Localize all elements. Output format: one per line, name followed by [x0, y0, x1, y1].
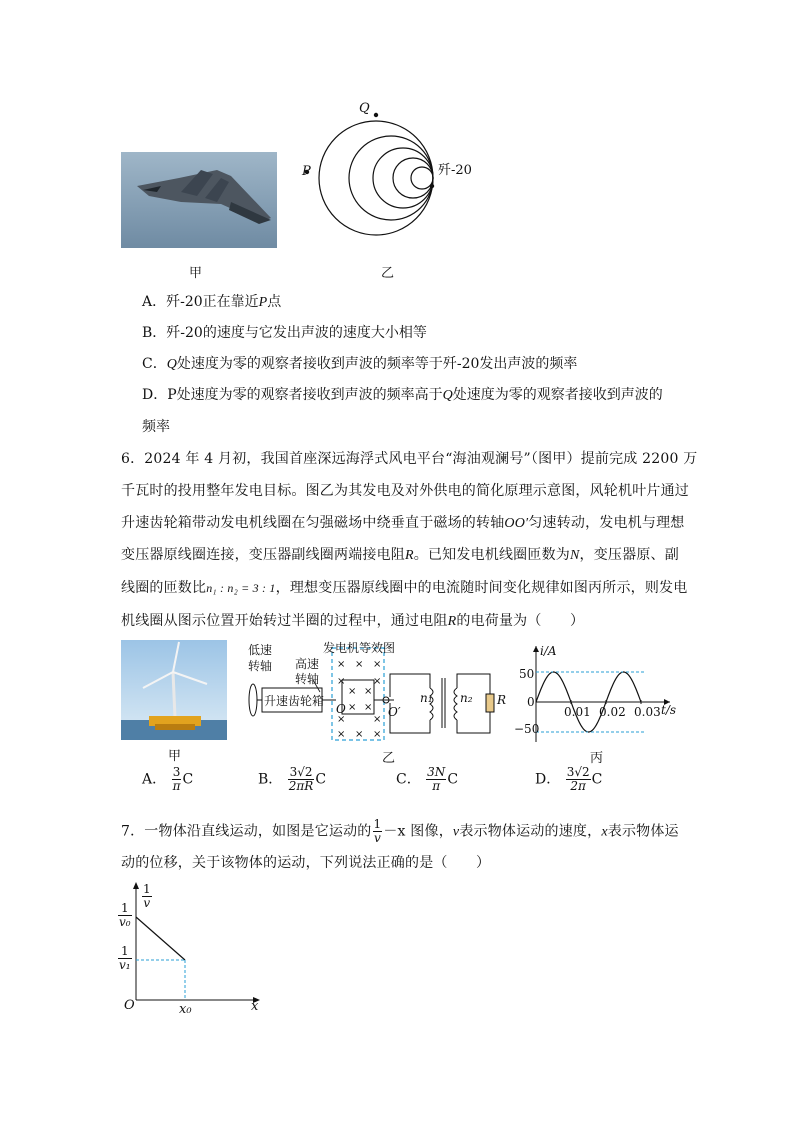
- graph-v1-num: 1: [118, 945, 132, 959]
- q6-option-b-num: 3√2: [289, 765, 313, 779]
- figure-caption-jia: 甲: [189, 266, 203, 281]
- q6-line-3-pre: 升速齿轮箱带动发电机线圈在匀强磁场中绕垂直于磁场的转轴: [121, 515, 505, 531]
- q6-line-6: [121, 610, 584, 630]
- chart-x-axis-label: t/s: [661, 703, 677, 717]
- svg-text:×: ×: [348, 686, 357, 697]
- q6-option-d-label: D．: [535, 771, 561, 788]
- figure-caption-jia-q6: 甲: [168, 749, 182, 764]
- q6-n-var: N: [569, 548, 580, 563]
- graph-y-label: [141, 883, 153, 910]
- svg-text:×: ×: [373, 729, 382, 740]
- graph-v1-den: v₁: [119, 958, 131, 972]
- q6-line-6-post: 的电荷量为（ ）: [456, 613, 585, 629]
- q6-option-c-unit: C: [447, 771, 459, 788]
- data-point: [605, 701, 606, 702]
- gearbox-label: 升速齿轮箱: [264, 694, 325, 708]
- q7-line-1-pre: 7．一物体沿直线运动，如图是它运动的: [121, 823, 372, 840]
- q6-axis-var: OO′: [504, 516, 529, 531]
- graph-line: [136, 917, 185, 960]
- q6-option-d-fraction: [566, 766, 591, 793]
- q7-frac-den: v: [373, 831, 381, 845]
- q6-option-d-den: 2π: [570, 779, 586, 793]
- high-speed-shaft-label-2: 转轴: [295, 672, 320, 686]
- q6-line-5-pre: 线圈的匝数比: [121, 580, 207, 596]
- q5-option-a-text: A．歼-20正在靠近: [142, 294, 259, 310]
- y-axis-arrow: [133, 882, 139, 889]
- svg-text:×: ×: [337, 659, 346, 670]
- axis-o-prime-label: O′: [388, 705, 401, 719]
- high-speed-shaft-label-1: 高速: [295, 657, 320, 671]
- q7-line-1-post: 表示物体运: [607, 823, 679, 840]
- q7-inline-fraction: [373, 818, 383, 845]
- low-speed-shaft-label-2: 转轴: [248, 659, 273, 673]
- data-point: [553, 671, 554, 672]
- q6-option-d[interactable]: [535, 766, 602, 793]
- q6-turns-ratio: n₁ : n₂ = 3 : 1: [206, 581, 276, 595]
- q6-option-b-den: 2πR: [288, 779, 314, 793]
- q7-line-1: [121, 818, 679, 845]
- q5-option-a-var: P: [258, 295, 268, 310]
- q6-option-c-num: 3N: [427, 765, 446, 779]
- resistor-label: R: [497, 693, 507, 707]
- graph-x-axis-label: x: [251, 999, 259, 1014]
- data-point: [535, 701, 536, 702]
- graph-x0-label: x₀: [179, 1002, 192, 1017]
- svg-text:×: ×: [355, 659, 364, 670]
- q5-option-c[interactable]: [142, 353, 577, 373]
- q5-option-d-line2: 频率: [142, 419, 170, 435]
- q6-option-c-fraction: [426, 766, 446, 793]
- q5-option-c-text: 处速度为零的观察者接收到声波的频率等于歼-20发出声波的频率: [176, 356, 578, 372]
- graph-v0-num: 1: [118, 902, 132, 916]
- q6-option-a-unit: C: [182, 771, 194, 788]
- q6-option-c[interactable]: [396, 766, 458, 793]
- q6-line-6-pre: 机线圈从图示位置开始转过半圈的过程中，通过电阻: [121, 613, 448, 629]
- q6-r-var-2: R: [447, 614, 457, 629]
- q6-r-var: R: [405, 548, 414, 563]
- q6-option-b[interactable]: [258, 766, 326, 793]
- jet-label: 歼-20: [438, 163, 472, 178]
- svg-text:×: ×: [337, 729, 346, 740]
- generator-equivalent-title: 发电机等效图: [323, 641, 396, 655]
- secondary-turns-label: n₂: [460, 691, 473, 705]
- wind-turbine-photo: [121, 640, 227, 740]
- figure-caption-yi: 乙: [381, 266, 395, 281]
- q5-option-a-end: 点: [267, 294, 282, 310]
- q7-v-var: v: [452, 824, 460, 840]
- q5-option-d[interactable]: [142, 384, 663, 404]
- svg-text:×: ×: [355, 729, 364, 740]
- data-point: [570, 701, 571, 702]
- chart-y-tick-minus-50: −50: [514, 722, 540, 736]
- svg-text:×: ×: [348, 702, 357, 713]
- graph-v0-label: [117, 902, 133, 929]
- q6-line-5-post: ，理想变压器原线圈中的电流随时间变化规律如图丙所示，则发电: [275, 580, 688, 596]
- q5-option-d-continued: [142, 416, 170, 436]
- q6-option-d-unit: C: [591, 771, 603, 788]
- q7-frac-num: 1: [373, 817, 382, 831]
- low-speed-shaft-label-1: 低速: [248, 643, 273, 657]
- primary-turns-label: n₁: [420, 691, 433, 705]
- q6-option-a-fraction: [172, 766, 182, 793]
- q5-option-c-var: Q: [166, 357, 177, 372]
- data-point: [623, 671, 624, 672]
- q6-option-a-den: π: [172, 779, 181, 793]
- q6-option-b-fraction: [288, 766, 315, 793]
- chart-x-tick-002: 0.02: [599, 705, 626, 719]
- chart-y-tick-50: 50: [519, 667, 535, 681]
- svg-text:×: ×: [364, 702, 373, 713]
- graph-y-den: v: [143, 896, 151, 910]
- q5-option-c-pre: C．: [142, 356, 167, 372]
- q7-line-2: 动的位移，关于该物体的运动，下列说法正确的是（ ）: [121, 855, 491, 871]
- axis-o-label: O: [336, 702, 346, 716]
- q5-option-d-var: Q: [442, 388, 453, 403]
- q6-option-b-label: B．: [258, 771, 283, 788]
- q6-option-c-den: π: [432, 779, 441, 793]
- svg-text:×: ×: [373, 714, 382, 725]
- point-p-label: P: [302, 164, 311, 179]
- q6-line-4-post: ，变压器原、副: [579, 547, 679, 563]
- q5-option-b-text: B．歼-20的速度与它发出声波的速度大小相等: [142, 325, 427, 341]
- y-axis-arrow: [533, 646, 539, 652]
- chart-y-axis-label: i/A: [540, 644, 557, 658]
- chart-y-tick-0: 0: [527, 695, 535, 709]
- q6-line-2: 千瓦时的投用整年发电目标。图乙为其发电及对外供电的简化原理示意图，风轮机叶片通过: [121, 483, 689, 499]
- q6-line-1: 6．2024 年 4 月初，我国首座深远海浮式风电平台“海油观澜号”（图甲）提前完成 2200 万: [121, 451, 698, 467]
- figure-caption-bing: 丙: [590, 751, 604, 766]
- q6-option-a-label: A．: [142, 771, 167, 788]
- q6-option-a-num: 3: [172, 765, 181, 779]
- q7-line-1-mid: －x 图像，: [383, 823, 453, 840]
- q6-line-4-pre: 变压器原线圈连接，变压器副线圈两端接电阻: [121, 547, 405, 563]
- q7-line-1-mid2: 表示物体运动的速度，: [459, 823, 602, 840]
- q5-option-d-text: 处速度为零的观察者接收到声波的: [452, 387, 663, 403]
- jet-photo: [121, 152, 277, 248]
- q6-option-d-num: 3√2: [566, 765, 590, 779]
- svg-text:×: ×: [337, 676, 346, 687]
- graph-v1-label: [117, 945, 133, 972]
- data-point: [640, 701, 641, 702]
- data-point: [588, 731, 589, 732]
- graph-y-num: 1: [143, 882, 151, 896]
- sound-wave-diagram: [296, 98, 496, 278]
- q5-option-d-pre: D．P处速度为零的观察者接收到声波的频率高于: [142, 387, 443, 403]
- q5-option-a[interactable]: [142, 291, 281, 311]
- figure-caption-yi-q6: 乙: [382, 751, 396, 766]
- svg-text:×: ×: [373, 676, 382, 687]
- svg-text:×: ×: [337, 714, 346, 725]
- q6-line-4-mid: 。已知发电机线圈匝数为: [413, 547, 570, 563]
- chart-x-tick-001: 0.01: [564, 705, 591, 719]
- q6-line-5: [121, 577, 687, 597]
- svg-text:×: ×: [364, 686, 373, 697]
- point-q-label: Q: [359, 101, 370, 116]
- graph-origin-label: O: [124, 998, 135, 1013]
- q6-option-b-unit: C: [315, 771, 327, 788]
- q6-line-3-post: 匀速转动，发电机与理想: [528, 515, 685, 531]
- q6-line-4: [121, 544, 679, 564]
- svg-text:×: ×: [373, 659, 382, 670]
- graph-v0-den: v₀: [119, 915, 131, 929]
- q6-option-c-label: C．: [396, 771, 421, 788]
- q6-option-a[interactable]: [142, 766, 193, 793]
- q5-option-b[interactable]: [142, 322, 427, 342]
- q7-x-var: x: [601, 824, 608, 840]
- q6-line-3: [121, 512, 685, 532]
- chart-x-tick-003: 0.03: [634, 705, 661, 719]
